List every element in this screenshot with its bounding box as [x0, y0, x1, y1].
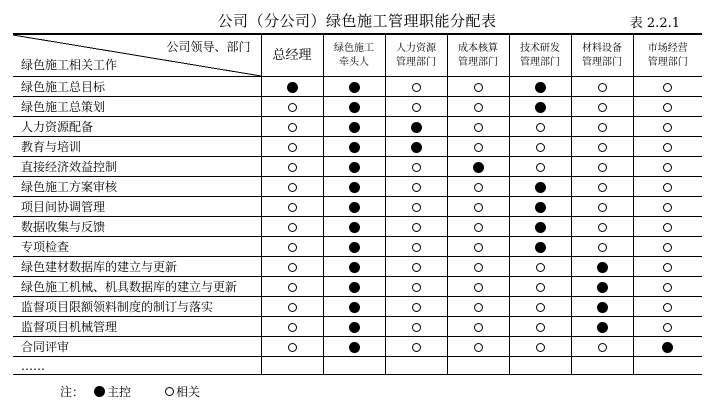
mark-cell: [323, 237, 385, 257]
task-label: 监督项目机械管理: [13, 317, 261, 337]
mark-cell: [323, 197, 385, 217]
table-row: [13, 317, 702, 337]
mark-cell: [385, 217, 447, 237]
page-title: 公司（分公司）绿色施工管理职能分配表: [217, 12, 497, 30]
hollow-circle-icon: [663, 183, 672, 192]
hollow-circle-icon: [536, 143, 545, 152]
mark-cell: [385, 297, 447, 317]
mark-cell: [571, 157, 633, 177]
mark-cell: [571, 257, 633, 277]
table-row: [13, 157, 702, 177]
hollow-circle-icon: [536, 323, 545, 332]
hollow-circle-icon: [288, 203, 297, 212]
filled-circle-icon: [597, 302, 608, 313]
mark-cell: [571, 297, 633, 317]
mark-cell: [633, 217, 702, 237]
filled-circle-icon: [349, 242, 360, 253]
mark-cell: [323, 117, 385, 137]
hollow-circle-icon: [412, 243, 421, 252]
diagonal-corner-cell: [13, 34, 261, 77]
mark-cell: [323, 337, 385, 357]
mark-cell: [385, 337, 447, 357]
hollow-circle-icon: [288, 323, 297, 332]
mark-cell: [447, 177, 509, 197]
column-header: [447, 34, 509, 77]
mark-cell: [385, 137, 447, 157]
mark-cell: [261, 97, 323, 117]
hollow-circle-icon: [536, 283, 545, 292]
mark-cell: [261, 337, 323, 357]
filled-circle-icon: [349, 342, 360, 353]
task-label: 绿色施工总策划: [13, 97, 261, 117]
hollow-circle-icon: [598, 123, 607, 132]
filled-circle-icon: [473, 162, 484, 173]
column-header-line: 绿色施工: [334, 42, 374, 54]
column-header-line: 管理部门: [396, 56, 436, 68]
hollow-circle-icon: [474, 223, 483, 232]
mark-cell: [633, 77, 702, 97]
ellipsis-row: [13, 357, 702, 375]
mark-cell: [385, 177, 447, 197]
hollow-circle-icon: [412, 83, 421, 92]
mark-cell: [261, 317, 323, 337]
table-row: [13, 237, 702, 257]
filled-circle-icon: [349, 262, 360, 273]
mark-cell: [261, 77, 323, 97]
hollow-circle-icon: [412, 163, 421, 172]
table-row: [13, 297, 702, 317]
mark-cell: [571, 117, 633, 137]
mark-cell: [323, 297, 385, 317]
column-header-line: 人力资源: [396, 42, 436, 54]
mark-cell: [447, 137, 509, 157]
table-number: 表 2.2.1: [629, 16, 680, 31]
filled-circle-icon: [535, 82, 546, 93]
hollow-circle-icon: [474, 283, 483, 292]
task-label: 合同评审: [13, 337, 261, 357]
filled-circle-icon: [349, 122, 360, 133]
mark-cell: [261, 257, 323, 277]
hollow-circle-icon: [412, 303, 421, 312]
ellipsis-label: ……: [13, 357, 261, 375]
mark-cell: [323, 257, 385, 277]
hollow-circle-icon: [474, 323, 483, 332]
mark-cell: [323, 137, 385, 157]
hollow-circle-icon: [663, 203, 672, 212]
mark-cell: [633, 157, 702, 177]
legend-note: [60, 383, 200, 400]
column-header-line: 材料设备: [582, 42, 622, 54]
hollow-circle-icon: [288, 123, 297, 132]
mark-cell: [261, 177, 323, 197]
mark-cell: [509, 177, 571, 197]
mark-cell: [447, 277, 509, 297]
filled-circle-icon: [597, 322, 608, 333]
hollow-circle-icon: [598, 243, 607, 252]
hollow-circle-icon: [598, 203, 607, 212]
note-related-label: 相关: [176, 385, 201, 399]
mark-cell: [509, 197, 571, 217]
filled-circle-icon: [349, 222, 360, 233]
hollow-circle-icon: [663, 243, 672, 252]
mark-cell: [323, 97, 385, 117]
mark-cell: [571, 77, 633, 97]
mark-cell: [323, 177, 385, 197]
hollow-circle-icon: [288, 143, 297, 152]
table-row: [13, 97, 702, 117]
task-label: 绿色建材数据库的建立与更新: [13, 257, 261, 277]
mark-cell: [385, 317, 447, 337]
column-header-line: 管理部门: [458, 56, 498, 68]
table-header-row: [13, 34, 702, 77]
hollow-circle-icon: [474, 123, 483, 132]
hollow-circle-icon: [412, 203, 421, 212]
mark-cell: [447, 257, 509, 277]
column-header: [509, 34, 571, 77]
mark-cell: [633, 117, 702, 137]
table-row: [13, 117, 702, 137]
mark-cell: [323, 77, 385, 97]
mark-cell: [509, 277, 571, 297]
hollow-circle-icon: [474, 83, 483, 92]
responsibility-table-container: [13, 33, 702, 375]
column-header: [385, 34, 447, 77]
task-label: 教育与培训: [13, 137, 261, 157]
filled-circle-icon: [535, 202, 546, 213]
mark-cell: [571, 317, 633, 337]
mark-cell: [571, 217, 633, 237]
filled-circle-icon: [535, 102, 546, 113]
filled-circle-icon: [349, 282, 360, 293]
hollow-circle-icon: [536, 343, 545, 352]
task-label: 数据收集与反馈: [13, 217, 261, 237]
mark-cell: [261, 277, 323, 297]
hollow-circle-icon: [474, 243, 483, 252]
hollow-circle-icon: [598, 163, 607, 172]
empty-cell: [447, 357, 509, 375]
mark-cell: [633, 237, 702, 257]
mark-cell: [447, 317, 509, 337]
mark-cell: [385, 237, 447, 257]
mark-cell: [447, 297, 509, 317]
mark-cell: [385, 277, 447, 297]
hollow-circle-icon: [598, 83, 607, 92]
mark-cell: [571, 197, 633, 217]
column-header-line: 管理部门: [582, 56, 622, 68]
mark-cell: [633, 177, 702, 197]
mark-cell: [261, 217, 323, 237]
mark-cell: [571, 277, 633, 297]
hollow-circle-icon: [288, 183, 297, 192]
filled-circle-icon: [349, 302, 360, 313]
hollow-circle-icon: [288, 223, 297, 232]
hollow-circle-icon: [598, 343, 607, 352]
mark-cell: [447, 197, 509, 217]
hollow-circle-icon: [536, 163, 545, 172]
mark-cell: [261, 137, 323, 157]
hollow-circle-icon: [288, 163, 297, 172]
mark-cell: [509, 297, 571, 317]
empty-cell: [323, 357, 385, 375]
task-label: 专项检查: [13, 237, 261, 257]
mark-cell: [385, 117, 447, 137]
mark-cell: [447, 217, 509, 237]
column-header-line: 管理部门: [520, 56, 560, 68]
task-label: 项目间协调管理: [13, 197, 261, 217]
table-row: [13, 137, 702, 157]
empty-cell: [509, 357, 571, 375]
filled-circle-icon: [349, 142, 360, 153]
mark-cell: [571, 237, 633, 257]
mark-cell: [633, 137, 702, 157]
hollow-circle-icon: [663, 303, 672, 312]
hollow-circle-icon: [536, 303, 545, 312]
filled-circle-icon: [662, 342, 673, 353]
mark-cell: [261, 117, 323, 137]
filled-circle-icon: [535, 242, 546, 253]
column-header-line: 市场经营: [647, 42, 688, 54]
note-main-label: 主控: [107, 385, 132, 399]
mark-cell: [323, 317, 385, 337]
corner-bottom-label: 绿色施工相关工作: [21, 58, 118, 72]
hollow-circle-icon: [663, 143, 672, 152]
mark-cell: [509, 257, 571, 277]
hollow-circle-icon: [412, 283, 421, 292]
mark-cell: [509, 337, 571, 357]
empty-cell: [261, 357, 323, 375]
hollow-circle-icon: [663, 323, 672, 332]
mark-cell: [385, 77, 447, 97]
mark-cell: [633, 337, 702, 357]
mark-cell: [261, 157, 323, 177]
hollow-circle-icon: [288, 263, 297, 272]
hollow-circle-icon: [663, 283, 672, 292]
filled-circle-icon: [349, 322, 360, 333]
table-row: [13, 277, 702, 297]
table-body: [13, 77, 702, 375]
mark-cell: [509, 237, 571, 257]
mark-cell: [323, 277, 385, 297]
corner-top-label: 公司领导、部门: [166, 40, 251, 54]
column-header: [261, 34, 323, 77]
mark-cell: [633, 197, 702, 217]
hollow-circle-icon: [412, 323, 421, 332]
note-prefix: 注：: [60, 385, 85, 399]
hollow-circle-icon: [288, 103, 297, 112]
hollow-circle-icon: [474, 343, 483, 352]
mark-cell: [261, 197, 323, 217]
hollow-circle-icon: [663, 123, 672, 132]
task-label: 绿色施工机械、机具数据库的建立与更新: [13, 277, 261, 297]
hollow-circle-icon: [536, 263, 545, 272]
column-header: [323, 34, 385, 77]
mark-cell: [323, 157, 385, 177]
hollow-circle-icon: [474, 263, 483, 272]
mark-cell: [447, 337, 509, 357]
filled-circle-icon: [349, 162, 360, 173]
filled-circle-icon: [535, 182, 546, 193]
empty-cell: [385, 357, 447, 375]
task-label: 直接经济效益控制: [13, 157, 261, 177]
table-row: [13, 337, 702, 357]
column-header-line: 牵头人: [339, 56, 369, 68]
mark-cell: [633, 297, 702, 317]
hollow-circle-icon: [598, 183, 607, 192]
hollow-circle-icon: [663, 163, 672, 172]
hollow-circle-icon: [663, 263, 672, 272]
column-header-line: 成本核算: [458, 42, 498, 54]
column-header-line: 技术研发: [520, 42, 560, 54]
filled-circle-icon: [349, 102, 360, 113]
hollow-circle-icon: [474, 183, 483, 192]
mark-cell: [633, 257, 702, 277]
table-row: [13, 217, 702, 237]
mark-cell: [509, 317, 571, 337]
hollow-circle-icon: [598, 103, 607, 112]
mark-cell: [385, 257, 447, 277]
task-label: 绿色施工总目标: [13, 77, 261, 97]
hollow-circle-icon: [412, 263, 421, 272]
hollow-circle-icon: [474, 303, 483, 312]
filled-circle-icon: [349, 82, 360, 93]
hollow-circle-icon: [412, 343, 421, 352]
mark-cell: [509, 217, 571, 237]
hollow-circle-icon: [663, 223, 672, 232]
hollow-circle-icon: [412, 223, 421, 232]
filled-circle-icon: [411, 122, 422, 133]
column-header-line: 管理部门: [647, 56, 688, 68]
mark-cell: [385, 197, 447, 217]
responsibility-table: [13, 33, 702, 375]
table-row: [13, 77, 702, 97]
mark-cell: [571, 137, 633, 157]
table-row: [13, 177, 702, 197]
mark-cell: [633, 277, 702, 297]
hollow-circle-icon: [288, 343, 297, 352]
filled-circle-icon: [349, 182, 360, 193]
filled-circle-icon: [597, 282, 608, 293]
mark-cell: [509, 137, 571, 157]
column-header: [633, 34, 702, 77]
mark-cell: [571, 97, 633, 117]
hollow-circle-icon: [288, 303, 297, 312]
mark-cell: [571, 177, 633, 197]
hollow-circle-icon: [663, 103, 672, 112]
mark-cell: [447, 157, 509, 177]
hollow-circle-icon: [663, 83, 672, 92]
mark-cell: [509, 77, 571, 97]
filled-circle-icon: [597, 262, 608, 273]
mark-cell: [385, 157, 447, 177]
task-label: 绿色施工方案审核: [13, 177, 261, 197]
mark-cell: [447, 77, 509, 97]
mark-cell: [261, 237, 323, 257]
filled-circle-icon: [349, 202, 360, 213]
filled-circle-icon: [287, 82, 298, 93]
hollow-circle-icon: [412, 103, 421, 112]
table-row: [13, 257, 702, 277]
column-header-line: 总经理: [272, 47, 312, 63]
hollow-circle-icon: [598, 143, 607, 152]
hollow-circle-icon: [412, 183, 421, 192]
mark-cell: [447, 117, 509, 137]
mark-cell: [323, 217, 385, 237]
mark-cell: [447, 97, 509, 117]
mark-cell: [633, 317, 702, 337]
hollow-circle-icon: [536, 123, 545, 132]
hollow-circle-icon: [474, 143, 483, 152]
hollow-circle-icon: [598, 223, 607, 232]
mark-cell: [509, 97, 571, 117]
mark-cell: [509, 117, 571, 137]
mark-cell: [385, 97, 447, 117]
hollow-circle-icon: [288, 283, 297, 292]
mark-cell: [509, 157, 571, 177]
table-row: [13, 197, 702, 217]
hollow-circle-icon: [165, 387, 174, 396]
column-header: [571, 34, 633, 77]
empty-cell: [633, 357, 702, 375]
mark-cell: [261, 297, 323, 317]
mark-cell: [633, 97, 702, 117]
hollow-circle-icon: [474, 103, 483, 112]
mark-cell: [571, 337, 633, 357]
empty-cell: [571, 357, 633, 375]
hollow-circle-icon: [288, 243, 297, 252]
mark-cell: [447, 237, 509, 257]
filled-circle-icon: [411, 142, 422, 153]
filled-circle-icon: [535, 222, 546, 233]
hollow-circle-icon: [474, 203, 483, 212]
task-label: 监督项目限额领料制度的制订与落实: [13, 297, 261, 317]
filled-circle-icon: [94, 386, 105, 397]
task-label: 人力资源配备: [13, 117, 261, 137]
